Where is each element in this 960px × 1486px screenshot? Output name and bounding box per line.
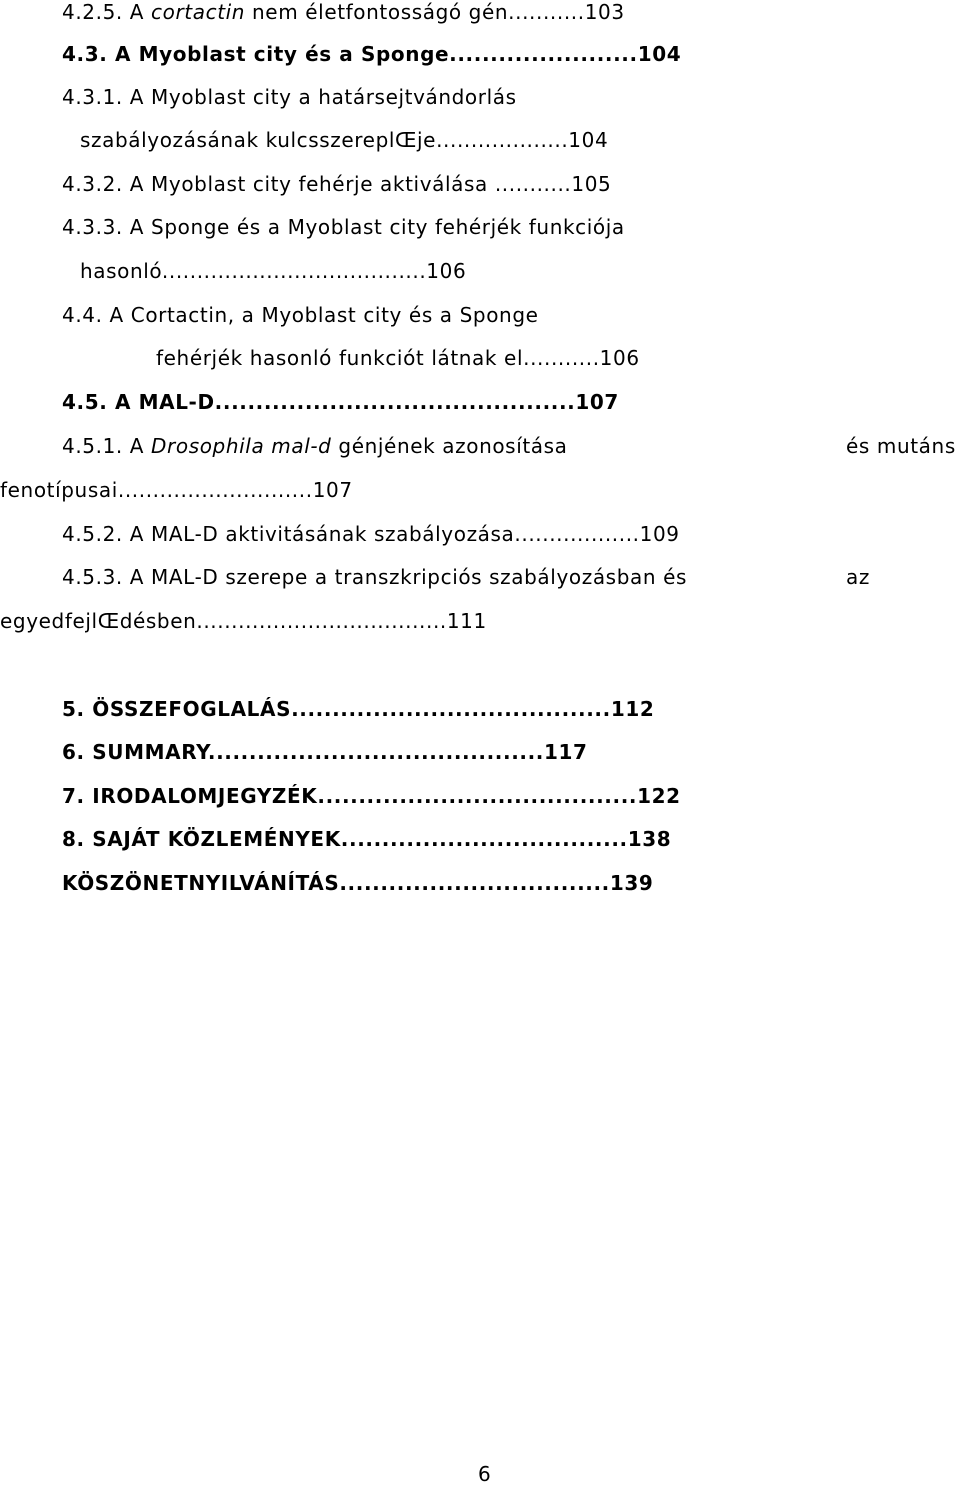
toc-entry-4-5-1-number: 4.5.1. A <box>62 434 152 458</box>
toc-entry-4-5-2-title: 4.5.2. A MAL-D aktivitásának szabályozása <box>62 522 515 546</box>
toc-entry-4-5-2-page: 109 <box>639 522 680 546</box>
toc-entry-5-page: 112 <box>610 697 655 721</box>
toc-entry-6-title: 6. SUMMARY <box>62 740 208 764</box>
toc-entry-4-5-1-right: és mutáns <box>846 434 956 458</box>
toc-entry-4-5-2 <box>62 522 680 546</box>
toc-entry-6-leader: ......................................... <box>207 740 544 764</box>
toc-entry-4-5-page: 107 <box>575 390 619 414</box>
toc-entry-4-5-3-line2 <box>0 609 487 633</box>
toc-entry-4-3-3-line1: 4.3.3. A Sponge és a Myoblast city fehérjék funkciója <box>62 215 625 239</box>
toc-entry-4-5-2-leader: .................. <box>514 522 640 546</box>
toc-entry-4-2-5-italic: cortactin <box>151 0 246 24</box>
toc-entry-7-page: 122 <box>637 784 681 808</box>
toc-entry-4-5-title: 4.5. A MAL-D <box>62 390 215 414</box>
toc-entry-7 <box>62 784 681 808</box>
toc-entry-5-leader: ....................................... <box>291 697 611 721</box>
toc-entry-4-2-5-leader: ........... <box>508 0 585 24</box>
toc-entry-4-3-1-leader: ................... <box>436 128 569 152</box>
toc-entry-4-3-1-page: 104 <box>568 128 609 152</box>
toc-entry-4-3-3-title: hasonló <box>80 259 162 283</box>
toc-entry-4-3-3-leader: ...................................... <box>161 259 427 283</box>
toc-entry-4-3-2-leader: ........... <box>494 172 572 196</box>
toc-entry-4-5-1-title: génjének azonosítása <box>331 434 568 458</box>
toc-entry-4-5-1-italic: Drosophila mal-d <box>151 434 332 458</box>
toc-entry-4-3-1-line1: 4.3.1. A Myoblast city a határsejtvándorlás <box>62 85 517 109</box>
toc-entry-acknowledgements <box>62 871 653 895</box>
page-number: 6 <box>478 1462 492 1486</box>
toc-entry-8-leader: ................................... <box>340 827 628 851</box>
toc-entry-5 <box>62 697 654 721</box>
toc-entry-4-4-title: fehérjék hasonló funkciót látnak el <box>156 346 524 370</box>
toc-entry-5-title: 5. ÖSSZEFOGLALÁS <box>62 697 292 721</box>
toc-entry-8-page: 138 <box>627 827 672 851</box>
toc-entry-8 <box>62 827 671 851</box>
toc-entry-4-5-3-line1: 4.5.3. A MAL-D szerepe a transzkripciós szabályozásban és <box>62 565 688 589</box>
toc-entry-4-3-leader: ....................... <box>449 42 638 66</box>
toc-entry-4-2-5-number: 4.2.5. A <box>62 0 152 24</box>
toc-entry-4-3-1-line2 <box>80 128 608 152</box>
toc-entry-4-5-1-leader: ............................ <box>117 478 313 502</box>
toc-entry-4-2-5 <box>62 0 625 24</box>
toc-entry-4-3-2-title: 4.3.2. A Myoblast city fehérje aktiválása <box>62 172 495 196</box>
toc-entry-4-4-leader: ........... <box>523 346 600 370</box>
toc-entry-8-title: 8. SAJÁT KÖZLEMÉNYEK <box>62 827 341 851</box>
toc-entry-4-2-5-page: 103 <box>584 0 625 24</box>
toc-entry-7-leader: ....................................... <box>317 784 638 808</box>
toc-entry-6 <box>62 740 588 764</box>
toc-entry-acknowledgements-leader: ................................. <box>339 871 610 895</box>
toc-entry-4-5-3-continuation: egyedfejlŒdésben <box>0 609 197 633</box>
toc-entry-4-3 <box>62 42 681 66</box>
toc-entry-4-3-2-page: 105 <box>571 172 612 196</box>
toc-entry-4-4-line2 <box>156 346 640 370</box>
toc-entry-4-3-3-page: 106 <box>426 259 467 283</box>
toc-entry-6-page: 117 <box>544 740 588 764</box>
toc-entry-4-5-leader: ............................................ <box>214 390 576 414</box>
toc-entry-4-5-1-continuation: fenotípusai <box>0 478 118 502</box>
toc-entry-4-4-line1: 4.4. A Cortactin, a Myoblast city és a Sponge <box>62 303 539 327</box>
toc-entry-4-5-3-right: az <box>846 565 870 589</box>
toc-entry-4-5-1-line1 <box>62 434 568 458</box>
toc-entry-4-3-page: 104 <box>637 42 682 66</box>
toc-entry-4-3-title: 4.3. A Myoblast city és a Sponge <box>62 42 450 66</box>
toc-entry-4-5-1-line2 <box>0 478 353 502</box>
toc-entry-4-5-3-leader: .................................... <box>196 609 447 633</box>
toc-entry-4-2-5-title: nem életfontosságó gén <box>245 0 509 24</box>
toc-entry-4-3-1-title: szabályozásának kulcsszereplŒje <box>80 128 437 152</box>
toc-entry-4-5-3-page: 111 <box>446 609 487 633</box>
toc-entry-4-4-page: 106 <box>599 346 640 370</box>
toc-entry-acknowledgements-title: KÖSZÖNETNYILVÁNÍTÁS <box>62 871 340 895</box>
toc-entry-acknowledgements-page: 139 <box>609 871 654 895</box>
toc-entry-4-5 <box>62 390 619 414</box>
toc-entry-4-5-1-page: 107 <box>312 478 353 502</box>
toc-entry-4-3-3-line2 <box>80 259 466 283</box>
toc-entry-4-3-2 <box>62 172 611 196</box>
toc-entry-7-title: 7. IRODALOMJEGYZÉK <box>62 784 318 808</box>
